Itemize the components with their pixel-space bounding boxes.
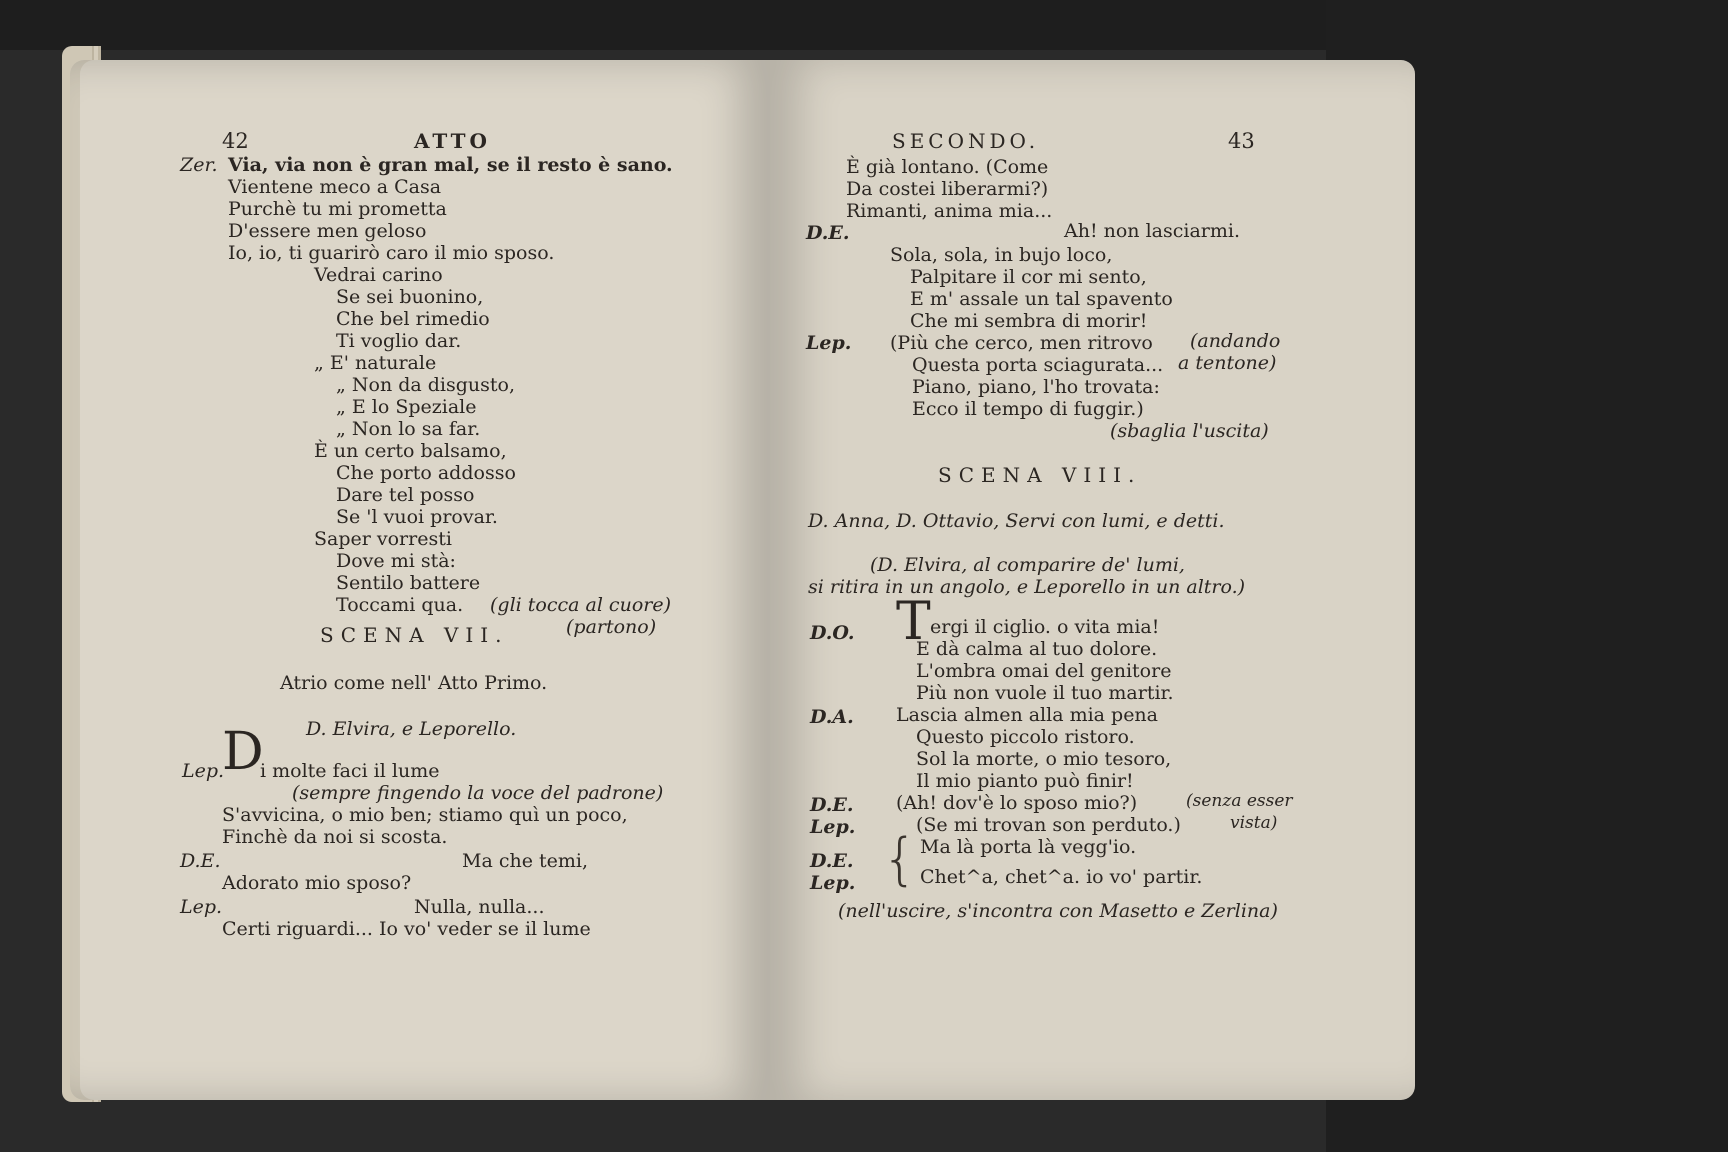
scene-characters: D. Elvira, e Leporello. — [306, 718, 517, 740]
speaker-de: D.E. — [806, 222, 850, 244]
verse-line: Nulla, nulla... — [414, 896, 545, 918]
open-book — [70, 46, 1415, 1112]
verse-line: Io, io, ti guarirò caro il mio sposo. — [228, 242, 555, 264]
stage-direction: (D. Elvira, al comparire de' lumi, — [870, 554, 1185, 576]
verse-line: Via, via non è gran mal, se il resto è sano. — [228, 154, 673, 176]
verse-line: E m' assale un tal spavento — [910, 288, 1173, 310]
verse-line: Ma che temi, — [462, 850, 588, 872]
stage-direction: a tentone) — [1178, 352, 1277, 374]
verse-line: Che mi sembra di morir! — [910, 310, 1148, 332]
speaker-lep: Lep. — [810, 872, 856, 894]
right-page-number: 43 — [1228, 129, 1255, 153]
verse-line: Certi riguardi... Io vo' veder se il lume — [222, 918, 591, 940]
verse-line: Ecco il tempo di fuggir.) — [912, 398, 1144, 420]
verse-line: i molte faci il lume — [260, 760, 440, 782]
verse-line: ergi il ciglio. o vita mia! — [930, 616, 1160, 638]
scene-characters: D. Anna, D. Ottavio, Servi con lumi, e detti. — [808, 510, 1225, 532]
stage-direction: (sempre fingendo la voce del padrone) — [292, 782, 664, 804]
verse-line: D'essere men geloso — [228, 220, 427, 242]
verse-line: Da costei liberarmi?) — [846, 178, 1049, 200]
verse-line: Se sei buonino, — [336, 286, 484, 308]
verse-line: Lascia almen alla mia pena — [896, 704, 1159, 726]
drop-cap: D — [222, 722, 264, 782]
verse-line: Che bel rimedio — [336, 308, 490, 330]
verse-line: S'avvicina, o mio ben; stiamo quì un poco, — [222, 804, 628, 826]
verse-line: Adorato mio sposo? — [222, 872, 412, 894]
verse-line: „ Non lo sa far. — [336, 418, 481, 440]
verse-line: È un certo balsamo, — [314, 440, 507, 462]
speaker-lep: Lep. — [180, 896, 223, 918]
left-running-head: ATTO — [414, 129, 491, 153]
verse-line: L'ombra omai del genitore — [916, 660, 1172, 682]
speaker-lep: Lep. — [810, 816, 856, 838]
stage-direction: vista) — [1230, 813, 1278, 833]
speaker-lep: Lep. — [806, 332, 852, 354]
dark-background-top — [0, 0, 1330, 50]
verse-line: Ma là porta là vegg'io. — [920, 836, 1137, 858]
verse-line: Dove mi stà: — [336, 550, 456, 572]
verse-line: „ E' naturale — [314, 352, 437, 374]
brace-icon: { — [882, 827, 918, 892]
verse-line: (Se mi trovan son perduto.) — [916, 814, 1181, 836]
verse-line: Questa porta sciagurata... — [912, 354, 1164, 376]
verse-line: Se 'l vuoi provar. — [336, 506, 498, 528]
right-running-head: SECONDO. — [892, 129, 1040, 153]
verse-line: Più non vuole il tuo martir. — [916, 682, 1174, 704]
verse-line: Questo piccolo ristoro. — [916, 726, 1135, 748]
speaker-de: D.E. — [810, 794, 854, 816]
verse-line: E dà calma al tuo dolore. — [916, 638, 1158, 660]
verse-line: Saper vorresti — [314, 528, 452, 550]
verse-line: Vientene meco a Casa — [228, 176, 442, 198]
stage-direction: (sbaglia l'uscita) — [1110, 420, 1269, 442]
speaker-de: D.E. — [810, 850, 854, 872]
verse-line: Sentilo battere — [336, 572, 481, 594]
stage-direction: si ritira in un angolo, e Leporello in un altro.) — [808, 576, 1246, 598]
verse-line: Purchè tu mi prometta — [228, 198, 447, 220]
left-page — [70, 60, 770, 1100]
verse-line: Finchè da noi si scosta. — [222, 826, 448, 848]
verse-line: Rimanti, anima mia... — [846, 200, 1053, 222]
verse-line: (Ah! dov'è lo sposo mio?) — [896, 792, 1138, 814]
scene-title: SCENA VII. — [320, 623, 509, 647]
verse-line: Palpitare il cor mi sento, — [910, 266, 1147, 288]
verse-line: Il mio pianto può finir! — [916, 770, 1134, 792]
drop-cap: T — [896, 592, 931, 652]
stage-direction: (partono) — [566, 616, 657, 638]
verse-line: Chet^a, chet^a. io vo' partir. — [920, 866, 1203, 888]
scene-place: Atrio come nell' Atto Primo. — [280, 672, 548, 694]
speaker-do: D.O. — [810, 622, 855, 644]
verse-line: „ Non da disgusto, — [336, 374, 516, 396]
verse-line: Vedrai carino — [314, 264, 443, 286]
verse-line: (Più che cerco, men ritrovo — [890, 332, 1153, 354]
scene-title: SCENA VIII. — [938, 463, 1142, 487]
verse-line: È già lontano. (Come — [846, 156, 1049, 178]
verse-line: Piano, piano, l'ho trovata: — [912, 376, 1160, 398]
verse-line: „ E lo Speziale — [336, 396, 477, 418]
speaker-zer: Zer. — [180, 154, 218, 176]
verse-line: Toccami qua. — [336, 594, 464, 616]
speaker-de: D.E. — [180, 850, 221, 872]
stage-direction: (senza esser — [1186, 791, 1293, 811]
speaker-da: D.A. — [810, 706, 854, 728]
speaker-lep: Lep. — [182, 760, 225, 782]
verse-line: Ah! non lasciarmi. — [1064, 220, 1241, 242]
verse-line: Sol la morte, o mio tesoro, — [916, 748, 1172, 770]
right-page — [770, 60, 1415, 1100]
verse-line: Dare tel posso — [336, 484, 475, 506]
stage-direction: (gli tocca al cuore) — [490, 594, 671, 616]
stage-direction: (nell'uscire, s'incontra con Masetto e Zerlina) — [838, 900, 1278, 922]
stage-direction: (andando — [1190, 330, 1281, 352]
verse-line: Ti voglio dar. — [336, 330, 462, 352]
left-page-number: 42 — [222, 129, 249, 153]
verse-line: Sola, sola, in bujo loco, — [890, 244, 1113, 266]
verse-line: Che porto addosso — [336, 462, 516, 484]
